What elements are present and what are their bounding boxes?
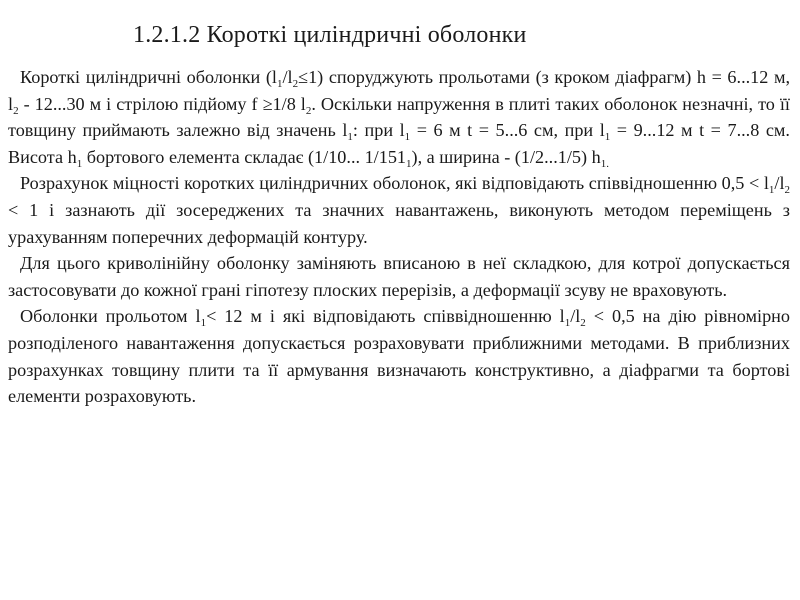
text-run: : при l xyxy=(352,120,405,141)
text-run: < 12 м і які відповідають співвідношенню l xyxy=(206,306,565,327)
text-run: = 9...12 м t = 7...8 см. Висота h xyxy=(8,120,790,167)
text-run: /l xyxy=(774,173,785,194)
paragraph-3 xyxy=(8,250,790,303)
subscript: 1 xyxy=(604,131,611,144)
subscript: 1. xyxy=(600,157,609,170)
subscript: 1 xyxy=(404,131,411,144)
text-run: = 6 м t = 5...6 см, при l xyxy=(410,120,605,141)
section-title: 1.2.1.2 Короткі циліндричні оболонки xyxy=(133,22,527,48)
text-run: ≤1) споруджують прольотами (з кроком діафрагм) h = 6...12 м, l xyxy=(8,67,790,114)
text-run: - 12...30 м і стрілою підйому f ≥1/8 l xyxy=(18,93,306,114)
text-run: Короткі циліндричні оболонки (l xyxy=(20,67,277,87)
text-run: /l xyxy=(570,306,581,327)
text-run: бортового елемента складає (1/10... 1/151 xyxy=(82,146,407,167)
text-run: < 0,5 на дію рівномірно розподіленого навантаження допускається розраховувати приближними методами. В приблизних розрахунках товщину плити та її армування визначають конструктивно, а діафрагми та бортові елементи розраховують. xyxy=(8,306,790,407)
text-run: Розрахунок міцності коротких циліндричних оболонок, які відповідають співвідношенню 0,5 < l xyxy=(20,173,769,194)
text-run: < 1 і зазнають дії зосереджених та значних навантажень, виконують методом переміщень з урахуванням поперечних деформацій контуру. xyxy=(8,199,790,247)
subscript: 1 xyxy=(564,317,571,330)
subscript: 2 xyxy=(13,104,19,117)
subscript: 2 xyxy=(580,317,586,330)
subscript: 1 xyxy=(76,157,83,170)
subscript: 1 xyxy=(768,184,775,197)
subscript: 1 xyxy=(277,78,283,90)
paragraph-2 xyxy=(8,170,790,250)
document-body xyxy=(8,64,790,410)
text-run: Оболонки прольотом l xyxy=(20,306,201,327)
text-run: Для цього криволінійну оболонку заміняють вписаною в неї складкою, для котрої допускається застосовувати до кожної грані гіпотезу плоских перерізів, а деформації зсуву не враховують. xyxy=(8,253,790,300)
text-run: . Оскільки напруження в плиті таких оболонок незначні, то її товщину приймають залежно від значень l xyxy=(8,93,790,141)
subscript: 1 xyxy=(406,157,412,170)
subscript: 2 xyxy=(292,78,299,90)
subscript: 2 xyxy=(305,104,312,117)
paragraph-4 xyxy=(8,303,790,409)
text-run: /l xyxy=(282,67,293,87)
paragraph-1 xyxy=(8,64,790,170)
subscript: 2 xyxy=(784,184,790,197)
text-run: ), а ширина - (1/2...1/5) h xyxy=(411,146,601,167)
subscript: 1 xyxy=(200,317,207,330)
subscript: 1 xyxy=(347,131,353,144)
